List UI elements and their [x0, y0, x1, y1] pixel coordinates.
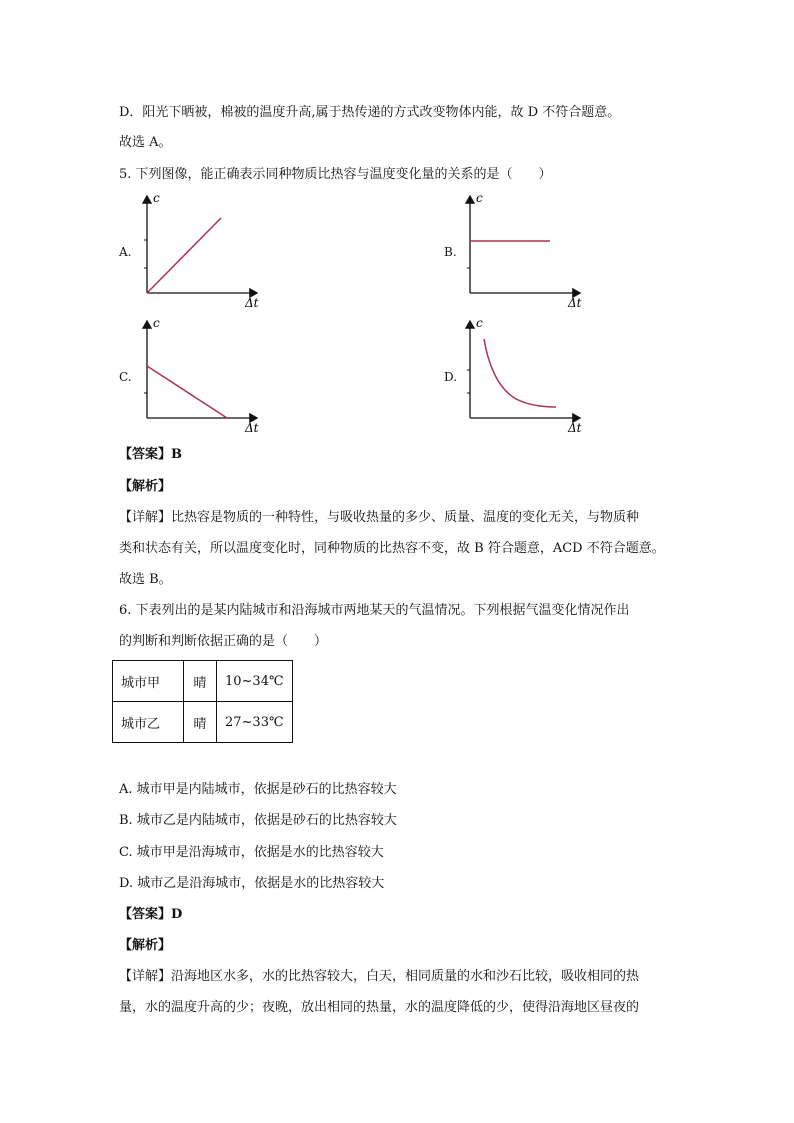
range-cell: 10~34℃	[217, 661, 293, 702]
x-label: Δt	[568, 296, 582, 310]
q5-analysis-heading: 【解析】	[119, 479, 172, 494]
graph-a	[135, 190, 270, 310]
q6-detail-2: 量，水的温度升高的少；夜晚，放出相同的热量，水的温度降低的少，使得沿海地区昼夜的	[119, 1000, 640, 1015]
q6-answer: 【答案】D	[119, 907, 183, 922]
table-row	[113, 661, 293, 702]
curve-decreasing-hyperbola	[484, 339, 556, 407]
q5-select: 故选 B。	[119, 572, 172, 587]
temperature-table	[112, 660, 293, 743]
question-5: 5. 下列图像，能正确表示同种物质比热容与温度变化量的关系的是（ ）	[119, 167, 552, 182]
q5-detail-1: 【详解】比热容是物质的一种特性，与吸收热量的多少、质量、温度的变化无关，与物质种	[119, 510, 640, 525]
curve-falling-line	[147, 366, 227, 418]
option-b-label: B.	[444, 245, 457, 259]
q5-answer: 【答案】B	[119, 447, 182, 462]
option-c-label: C.	[119, 370, 132, 384]
city-cell: 城市乙	[113, 702, 184, 743]
graph-b	[458, 190, 593, 310]
q6-analysis-heading: 【解析】	[119, 938, 172, 953]
y-label: c	[153, 191, 160, 205]
select-a-line: 故选 A。	[119, 135, 172, 150]
x-label: Δt	[245, 421, 259, 435]
graph-d	[458, 315, 593, 435]
question-6-line-2: 的判断和判断依据正确的是（ ）	[119, 634, 328, 649]
weather-cell: 晴	[184, 702, 217, 743]
option-d-label: D.	[444, 370, 458, 384]
y-label: c	[476, 316, 483, 330]
q6-detail-1: 【详解】沿海地区水多，水的比热容较大，白天，相同质量的水和沙石比较，吸收相同的热	[119, 969, 640, 984]
line-d-statement: D．阳光下晒被，棉被的温度升高,属于热传递的方式改变物体内能，故 D 不符合题意。	[119, 105, 621, 120]
option-a: A. 城市甲是内陆城市，依据是砂石的比热容较大	[119, 782, 397, 797]
question-6-line-1: 6. 下表列出的是某内陆城市和沿海城市两地某天的气温情况。下列根据气温变化情况作出	[119, 603, 630, 618]
q5-detail-2: 类和状态有关，所以温度变化时，同种物质的比热容不变，故 B 符合题意，ACD 不符合题意。	[119, 541, 665, 556]
curve-rising-line	[147, 218, 221, 293]
y-label: c	[476, 191, 483, 205]
graph-c	[135, 315, 270, 435]
x-label: Δt	[245, 296, 259, 310]
city-cell: 城市甲	[113, 661, 184, 702]
table-row	[113, 702, 293, 743]
weather-cell: 晴	[184, 661, 217, 702]
y-label: c	[153, 316, 160, 330]
option-b: B. 城市乙是内陆城市，依据是砂石的比热容较大	[119, 813, 397, 828]
option-d: D. 城市乙是沿海城市，依据是水的比热容较大	[119, 876, 385, 891]
option-c: C. 城市甲是沿海城市，依据是水的比热容较大	[119, 845, 384, 860]
option-a-label: A.	[119, 245, 132, 259]
x-label: Δt	[568, 421, 582, 435]
range-cell: 27~33℃	[217, 702, 293, 743]
